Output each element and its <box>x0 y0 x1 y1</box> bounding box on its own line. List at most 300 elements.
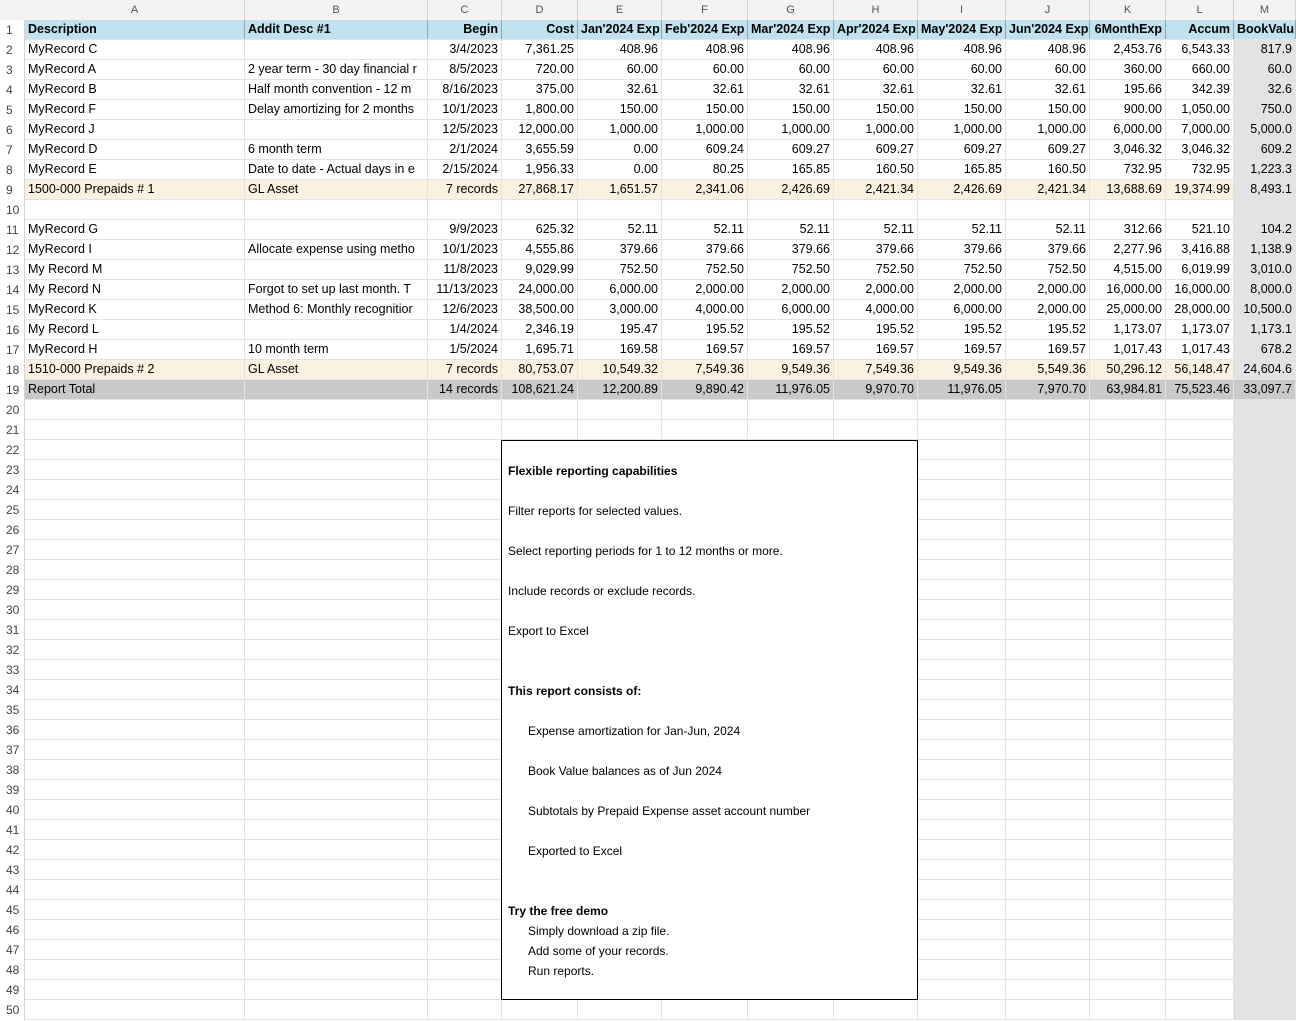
table-cell[interactable]: 720.00 <box>502 60 578 79</box>
table-cell[interactable]: 50,296.12 <box>1090 360 1166 379</box>
table-cell[interactable]: 11/13/2023 <box>428 280 502 299</box>
table-cell[interactable] <box>245 780 428 799</box>
row-header[interactable]: 19 <box>0 380 25 400</box>
table-cell[interactable]: 52.11 <box>662 220 748 239</box>
table-cell[interactable]: 678.2 <box>1234 340 1296 359</box>
table-cell[interactable]: 1,173.1 <box>1234 320 1296 339</box>
table-cell[interactable] <box>1166 720 1234 739</box>
table-cell[interactable] <box>1090 860 1166 879</box>
table-cell[interactable]: Method 6: Monthly recognitior <box>245 300 428 319</box>
table-cell[interactable] <box>1006 640 1090 659</box>
table-cell[interactable]: 150.00 <box>918 100 1006 119</box>
table-cell[interactable] <box>662 400 748 419</box>
table-cell[interactable] <box>1090 460 1166 479</box>
table-cell[interactable] <box>428 440 502 459</box>
table-cell[interactable]: MyRecord G <box>25 220 245 239</box>
table-cell[interactable] <box>428 980 502 999</box>
table-cell[interactable]: 3,655.59 <box>502 140 578 159</box>
table-cell[interactable]: 0.00 <box>578 140 662 159</box>
table-cell[interactable]: 408.96 <box>918 40 1006 59</box>
table-cell[interactable] <box>25 700 245 719</box>
table-cell[interactable] <box>1234 760 1296 779</box>
row-header[interactable]: 13 <box>0 260 25 280</box>
column-header-g[interactable]: G <box>748 0 834 20</box>
table-cell[interactable] <box>1234 880 1296 899</box>
table-cell[interactable] <box>1234 740 1296 759</box>
table-cell[interactable] <box>245 740 428 759</box>
table-cell[interactable] <box>1090 720 1166 739</box>
table-cell[interactable] <box>1234 820 1296 839</box>
table-cell[interactable] <box>1166 520 1234 539</box>
table-cell[interactable] <box>1090 200 1166 219</box>
table-cell[interactable]: My Record N <box>25 280 245 299</box>
row-header[interactable]: 37 <box>0 740 25 760</box>
table-cell[interactable]: 169.57 <box>662 340 748 359</box>
table-cell[interactable]: 24,604.6 <box>1234 360 1296 379</box>
table-cell[interactable]: 752.50 <box>748 260 834 279</box>
table-cell[interactable]: 2,000.00 <box>1006 300 1090 319</box>
table-cell[interactable] <box>1090 480 1166 499</box>
table-cell[interactable] <box>428 760 502 779</box>
table-cell[interactable]: 60.00 <box>662 60 748 79</box>
table-cell[interactable]: 9,549.36 <box>918 360 1006 379</box>
table-cell[interactable] <box>1234 440 1296 459</box>
table-cell[interactable] <box>1090 620 1166 639</box>
table-cell[interactable] <box>918 800 1006 819</box>
table-cell[interactable] <box>245 840 428 859</box>
table-cell[interactable] <box>1234 400 1296 419</box>
table-cell[interactable] <box>748 1000 834 1019</box>
table-cell[interactable] <box>1234 720 1296 739</box>
table-cell[interactable]: 732.95 <box>1090 160 1166 179</box>
table-cell[interactable] <box>1166 980 1234 999</box>
table-cell[interactable]: 32.61 <box>578 80 662 99</box>
table-cell[interactable] <box>245 420 428 439</box>
table-cell[interactable]: 150.00 <box>834 100 918 119</box>
table-cell[interactable]: 150.00 <box>1006 100 1090 119</box>
table-cell[interactable] <box>1006 940 1090 959</box>
table-cell[interactable] <box>25 540 245 559</box>
table-cell[interactable] <box>1234 680 1296 699</box>
table-cell[interactable]: 6MonthExp <box>1090 20 1166 39</box>
table-cell[interactable] <box>25 980 245 999</box>
row-header[interactable]: 46 <box>0 920 25 940</box>
table-cell[interactable] <box>1166 440 1234 459</box>
row-header[interactable]: 49 <box>0 980 25 1000</box>
table-cell[interactable] <box>245 500 428 519</box>
table-cell[interactable]: 32.61 <box>834 80 918 99</box>
table-cell[interactable]: 1,956.33 <box>502 160 578 179</box>
table-cell[interactable] <box>1166 620 1234 639</box>
table-cell[interactable] <box>245 720 428 739</box>
table-cell[interactable] <box>245 900 428 919</box>
table-cell[interactable] <box>918 760 1006 779</box>
table-cell[interactable] <box>245 760 428 779</box>
row-header[interactable]: 40 <box>0 800 25 820</box>
table-cell[interactable]: 1,223.3 <box>1234 160 1296 179</box>
table-cell[interactable] <box>1234 920 1296 939</box>
table-cell[interactable]: 75,523.46 <box>1166 380 1234 399</box>
table-cell[interactable] <box>1166 940 1234 959</box>
table-cell[interactable] <box>1234 1000 1296 1019</box>
table-cell[interactable]: 3,416.88 <box>1166 240 1234 259</box>
table-cell[interactable] <box>918 520 1006 539</box>
table-cell[interactable]: 24,000.00 <box>502 280 578 299</box>
table-cell[interactable]: 150.00 <box>578 100 662 119</box>
table-cell[interactable] <box>245 40 428 59</box>
table-cell[interactable]: 16,000.00 <box>1166 280 1234 299</box>
row-header[interactable]: 11 <box>0 220 25 240</box>
row-header[interactable]: 18 <box>0 360 25 380</box>
table-cell[interactable] <box>1234 940 1296 959</box>
table-cell[interactable] <box>25 620 245 639</box>
table-cell[interactable]: May'2024 Exp <box>918 20 1006 39</box>
table-cell[interactable] <box>1234 900 1296 919</box>
table-cell[interactable] <box>428 900 502 919</box>
row-header[interactable]: 47 <box>0 940 25 960</box>
table-cell[interactable] <box>1090 960 1166 979</box>
table-cell[interactable]: Accum <box>1166 20 1234 39</box>
table-cell[interactable] <box>1006 960 1090 979</box>
table-cell[interactable]: 63,984.81 <box>1090 380 1166 399</box>
table-cell[interactable] <box>1166 820 1234 839</box>
row-header[interactable]: 32 <box>0 640 25 660</box>
table-cell[interactable]: 2,277.96 <box>1090 240 1166 259</box>
table-cell[interactable]: 12/5/2023 <box>428 120 502 139</box>
table-cell[interactable] <box>428 580 502 599</box>
table-cell[interactable]: 165.85 <box>918 160 1006 179</box>
row-header[interactable]: 15 <box>0 300 25 320</box>
table-cell[interactable] <box>245 860 428 879</box>
table-cell[interactable] <box>25 680 245 699</box>
table-cell[interactable]: 6,543.33 <box>1166 40 1234 59</box>
table-cell[interactable]: 408.96 <box>578 40 662 59</box>
table-cell[interactable]: 900.00 <box>1090 100 1166 119</box>
table-cell[interactable] <box>245 480 428 499</box>
table-cell[interactable]: 609.27 <box>918 140 1006 159</box>
table-cell[interactable]: 379.66 <box>662 240 748 259</box>
table-cell[interactable]: 195.52 <box>1006 320 1090 339</box>
table-cell[interactable] <box>918 200 1006 219</box>
table-cell[interactable]: Cost <box>502 20 578 39</box>
table-cell[interactable] <box>1090 660 1166 679</box>
column-header-i[interactable]: I <box>918 0 1006 20</box>
table-cell[interactable]: 7,549.36 <box>834 360 918 379</box>
table-cell[interactable] <box>1234 640 1296 659</box>
table-cell[interactable]: 28,000.00 <box>1166 300 1234 319</box>
table-cell[interactable]: GL Asset <box>245 360 428 379</box>
row-header[interactable]: 43 <box>0 860 25 880</box>
table-cell[interactable] <box>1166 760 1234 779</box>
table-cell[interactable]: 9,970.70 <box>834 380 918 399</box>
row-header[interactable]: 6 <box>0 120 25 140</box>
table-cell[interactable] <box>918 780 1006 799</box>
table-cell[interactable]: Mar'2024 Exp <box>748 20 834 39</box>
table-cell[interactable]: 14 records <box>428 380 502 399</box>
table-cell[interactable]: 150.00 <box>662 100 748 119</box>
table-cell[interactable] <box>1006 460 1090 479</box>
table-cell[interactable] <box>1166 900 1234 919</box>
table-cell[interactable] <box>1006 820 1090 839</box>
table-cell[interactable] <box>25 860 245 879</box>
table-cell[interactable] <box>1006 520 1090 539</box>
table-cell[interactable] <box>1090 760 1166 779</box>
table-cell[interactable]: 60.00 <box>578 60 662 79</box>
table-cell[interactable] <box>1090 820 1166 839</box>
table-cell[interactable] <box>1166 640 1234 659</box>
table-cell[interactable]: MyRecord F <box>25 100 245 119</box>
table-cell[interactable]: 609.27 <box>834 140 918 159</box>
table-cell[interactable]: 1,138.9 <box>1234 240 1296 259</box>
table-cell[interactable] <box>834 420 918 439</box>
table-cell[interactable]: Apr'2024 Exp <box>834 20 918 39</box>
table-cell[interactable] <box>918 420 1006 439</box>
row-header[interactable]: 9 <box>0 180 25 200</box>
table-cell[interactable]: 1500-000 Prepaids # 1 <box>25 180 245 199</box>
table-cell[interactable] <box>1006 540 1090 559</box>
table-cell[interactable] <box>1234 420 1296 439</box>
table-cell[interactable]: 2,000.00 <box>834 280 918 299</box>
table-cell[interactable] <box>1166 880 1234 899</box>
row-header[interactable]: 50 <box>0 1000 25 1020</box>
column-header-c[interactable]: C <box>428 0 502 20</box>
row-header[interactable]: 16 <box>0 320 25 340</box>
table-cell[interactable] <box>918 440 1006 459</box>
table-cell[interactable] <box>1006 720 1090 739</box>
table-cell[interactable]: 408.96 <box>834 40 918 59</box>
table-cell[interactable] <box>748 400 834 419</box>
table-cell[interactable] <box>1006 840 1090 859</box>
table-cell[interactable] <box>1234 600 1296 619</box>
table-cell[interactable]: 2,000.00 <box>662 280 748 299</box>
table-cell[interactable] <box>245 800 428 819</box>
table-cell[interactable]: Begin <box>428 20 502 39</box>
table-cell[interactable] <box>1006 740 1090 759</box>
table-cell[interactable] <box>1234 660 1296 679</box>
table-cell[interactable] <box>245 380 428 399</box>
table-cell[interactable] <box>1166 480 1234 499</box>
table-cell[interactable]: 2,426.69 <box>748 180 834 199</box>
table-cell[interactable]: 32.6 <box>1234 80 1296 99</box>
table-cell[interactable] <box>25 420 245 439</box>
table-cell[interactable]: 32.61 <box>918 80 1006 99</box>
table-cell[interactable] <box>1234 480 1296 499</box>
table-cell[interactable] <box>428 560 502 579</box>
table-cell[interactable] <box>1006 620 1090 639</box>
table-cell[interactable] <box>918 500 1006 519</box>
table-cell[interactable] <box>748 200 834 219</box>
row-header[interactable]: 42 <box>0 840 25 860</box>
table-cell[interactable] <box>428 680 502 699</box>
table-cell[interactable] <box>245 560 428 579</box>
table-cell[interactable] <box>918 860 1006 879</box>
table-cell[interactable]: 195.52 <box>748 320 834 339</box>
table-cell[interactable] <box>1006 880 1090 899</box>
table-cell[interactable] <box>25 640 245 659</box>
table-cell[interactable]: 169.57 <box>834 340 918 359</box>
table-cell[interactable]: 752.50 <box>834 260 918 279</box>
table-cell[interactable]: 4,555.86 <box>502 240 578 259</box>
table-cell[interactable]: 8/5/2023 <box>428 60 502 79</box>
table-cell[interactable] <box>1006 860 1090 879</box>
table-cell[interactable]: GL Asset <box>245 180 428 199</box>
table-cell[interactable]: 1,050.00 <box>1166 100 1234 119</box>
column-header-j[interactable]: J <box>1006 0 1090 20</box>
table-cell[interactable] <box>25 920 245 939</box>
table-cell[interactable]: 1,000.00 <box>918 120 1006 139</box>
table-cell[interactable] <box>918 640 1006 659</box>
table-cell[interactable] <box>25 880 245 899</box>
table-cell[interactable]: 3,010.0 <box>1234 260 1296 279</box>
table-cell[interactable]: 408.96 <box>1006 40 1090 59</box>
table-cell[interactable]: 609.2 <box>1234 140 1296 159</box>
row-header[interactable]: 41 <box>0 820 25 840</box>
table-cell[interactable] <box>25 740 245 759</box>
table-cell[interactable] <box>1006 1000 1090 1019</box>
table-cell[interactable] <box>1166 540 1234 559</box>
row-header[interactable]: 10 <box>0 200 25 220</box>
table-cell[interactable] <box>1090 520 1166 539</box>
table-cell[interactable]: 3,046.32 <box>1166 140 1234 159</box>
row-header[interactable]: 14 <box>0 280 25 300</box>
row-header[interactable]: 4 <box>0 80 25 100</box>
table-cell[interactable]: 342.39 <box>1166 80 1234 99</box>
table-cell[interactable]: Allocate expense using metho <box>245 240 428 259</box>
table-cell[interactable] <box>1166 700 1234 719</box>
table-cell[interactable]: 60.00 <box>748 60 834 79</box>
table-cell[interactable] <box>245 440 428 459</box>
table-cell[interactable] <box>918 820 1006 839</box>
table-cell[interactable]: 9,890.42 <box>662 380 748 399</box>
table-cell[interactable] <box>918 460 1006 479</box>
table-cell[interactable] <box>428 400 502 419</box>
table-cell[interactable]: 12/6/2023 <box>428 300 502 319</box>
column-header-d[interactable]: D <box>502 0 578 20</box>
table-cell[interactable] <box>428 780 502 799</box>
table-cell[interactable]: MyRecord H <box>25 340 245 359</box>
table-cell[interactable] <box>428 860 502 879</box>
table-cell[interactable]: 5,549.36 <box>1006 360 1090 379</box>
table-cell[interactable] <box>428 660 502 679</box>
table-cell[interactable] <box>25 940 245 959</box>
table-cell[interactable]: 11,976.05 <box>748 380 834 399</box>
table-cell[interactable]: 165.85 <box>748 160 834 179</box>
table-cell[interactable]: My Record M <box>25 260 245 279</box>
table-cell[interactable]: 60.00 <box>1006 60 1090 79</box>
table-cell[interactable]: 0.00 <box>578 160 662 179</box>
table-cell[interactable]: 9/9/2023 <box>428 220 502 239</box>
table-cell[interactable] <box>1090 740 1166 759</box>
table-cell[interactable] <box>245 620 428 639</box>
row-header[interactable]: 26 <box>0 520 25 540</box>
table-cell[interactable] <box>918 580 1006 599</box>
table-cell[interactable] <box>1234 700 1296 719</box>
row-header[interactable]: 29 <box>0 580 25 600</box>
table-cell[interactable] <box>502 420 578 439</box>
table-cell[interactable] <box>1234 560 1296 579</box>
row-header[interactable]: 33 <box>0 660 25 680</box>
table-cell[interactable] <box>1090 1000 1166 1019</box>
table-cell[interactable] <box>1166 840 1234 859</box>
table-cell[interactable]: 732.95 <box>1166 160 1234 179</box>
table-cell[interactable]: 609.27 <box>748 140 834 159</box>
table-cell[interactable]: Delay amortizing for 2 months <box>245 100 428 119</box>
table-cell[interactable] <box>245 880 428 899</box>
table-cell[interactable] <box>25 1000 245 1019</box>
table-cell[interactable] <box>428 800 502 819</box>
table-cell[interactable]: 609.27 <box>1006 140 1090 159</box>
table-cell[interactable] <box>1166 460 1234 479</box>
table-cell[interactable] <box>1166 400 1234 419</box>
table-cell[interactable] <box>1006 420 1090 439</box>
table-cell[interactable] <box>1234 580 1296 599</box>
table-cell[interactable] <box>25 200 245 219</box>
table-cell[interactable]: 1510-000 Prepaids # 2 <box>25 360 245 379</box>
table-cell[interactable] <box>1234 500 1296 519</box>
table-cell[interactable]: Description <box>25 20 245 39</box>
table-cell[interactable] <box>1006 680 1090 699</box>
column-header-k[interactable]: K <box>1090 0 1166 20</box>
table-cell[interactable] <box>1006 780 1090 799</box>
table-cell[interactable] <box>25 440 245 459</box>
table-cell[interactable] <box>245 220 428 239</box>
table-cell[interactable] <box>578 400 662 419</box>
table-cell[interactable]: 7,361.25 <box>502 40 578 59</box>
table-cell[interactable] <box>1090 400 1166 419</box>
table-cell[interactable] <box>578 1000 662 1019</box>
table-cell[interactable]: 379.66 <box>748 240 834 259</box>
table-cell[interactable]: MyRecord I <box>25 240 245 259</box>
row-header[interactable]: 5 <box>0 100 25 120</box>
table-cell[interactable] <box>918 540 1006 559</box>
table-cell[interactable]: My Record L <box>25 320 245 339</box>
table-cell[interactable] <box>918 400 1006 419</box>
table-cell[interactable]: 1,651.57 <box>578 180 662 199</box>
row-header[interactable]: 27 <box>0 540 25 560</box>
table-cell[interactable]: 169.58 <box>578 340 662 359</box>
table-cell[interactable]: 2,453.76 <box>1090 40 1166 59</box>
table-cell[interactable]: 160.50 <box>1006 160 1090 179</box>
table-cell[interactable]: 6,019.99 <box>1166 260 1234 279</box>
table-cell[interactable]: 3/4/2023 <box>428 40 502 59</box>
row-header[interactable]: 17 <box>0 340 25 360</box>
table-cell[interactable] <box>428 700 502 719</box>
table-cell[interactable]: 32.61 <box>662 80 748 99</box>
table-cell[interactable]: 752.50 <box>662 260 748 279</box>
table-cell[interactable]: 8/16/2023 <box>428 80 502 99</box>
table-cell[interactable] <box>1006 500 1090 519</box>
table-cell[interactable] <box>918 920 1006 939</box>
table-cell[interactable] <box>1006 800 1090 819</box>
table-cell[interactable] <box>1166 920 1234 939</box>
table-cell[interactable] <box>918 900 1006 919</box>
table-cell[interactable] <box>25 500 245 519</box>
table-cell[interactable] <box>1234 840 1296 859</box>
table-cell[interactable]: MyRecord A <box>25 60 245 79</box>
table-cell[interactable]: 2,421.34 <box>1006 180 1090 199</box>
table-cell[interactable] <box>1166 960 1234 979</box>
table-cell[interactable]: 1,173.07 <box>1166 320 1234 339</box>
table-cell[interactable]: 4,515.00 <box>1090 260 1166 279</box>
table-cell[interactable]: 1/5/2024 <box>428 340 502 359</box>
table-cell[interactable] <box>428 420 502 439</box>
table-cell[interactable] <box>834 1000 918 1019</box>
table-cell[interactable]: 10,500.0 <box>1234 300 1296 319</box>
table-cell[interactable] <box>25 960 245 979</box>
table-cell[interactable]: Report Total <box>25 380 245 399</box>
table-cell[interactable] <box>428 620 502 639</box>
table-cell[interactable]: 33,097.7 <box>1234 380 1296 399</box>
